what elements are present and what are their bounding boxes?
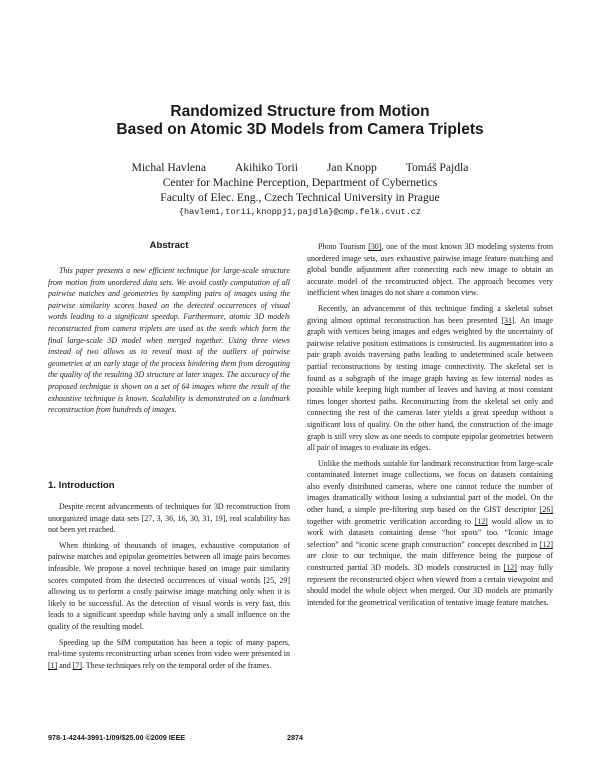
- author-name: Akihiko Torii: [234, 161, 298, 174]
- text-run: Unlike the methods suitable for landmark reconstruction from large-scale contaminated Internet image collections, we focus on datasets containing also evenly distributed cameras, where one cannot reduce the number of images dramatically without losing a substantial part of the model. On the other hand, a simple pre-filtering step based on the GIST descriptor: [307, 458, 553, 515]
- introduction-body: [48, 501, 290, 671]
- abstract-heading: Abstract: [149, 240, 189, 251]
- text-run: , one of the most known 3D modeling systems from unordered image sets, uses exhaustive pairwise image feature matching and global bundle adjustment after connecting each new image to obtain an accurate model of the reconstructed object. The approach becomes very inefficient when images do not share a common view.: [307, 242, 553, 298]
- text-run: . An image graph with vertices being images and edges weighted by the uncertainty of pairwise relative position estimations is constructed. Its augmentation into a pair graph avoids traversing paths leading to undetermined scale between partial reconstructions by testing image connectivity. The skeletal set is found as a subgraph of the image graph having as few internal nodes as possible while keeping high number of leaves and having at most constant times longer shortest paths. Reconstructing from the skeletal set only and connecting the rest of the cameras later yields a great speedup without a significant loss of quality. On the other hand, the construction of the image graph is still very slow as one needs to compute epipolar geometries between all pair of images to evaluate its edges.: [307, 315, 553, 453]
- intro-paragraph-3: [48, 637, 290, 672]
- abstract-body: [48, 265, 290, 416]
- citation-link[interactable]: [30]: [368, 242, 382, 251]
- author-name: Tomáš Pajdla: [405, 161, 469, 174]
- right-paragraph-2: [307, 303, 553, 454]
- citation-link[interactable]: [26]: [539, 505, 553, 515]
- text-run: Photo Tourism: [318, 242, 369, 251]
- author-names: [0, 160, 600, 175]
- affiliation-line-2: Faculty of Elec. Eng., Czech Technical University in Prague: [160, 191, 440, 204]
- text-run: are close to our technique, the main difference being the purpose of constructed partial 3D models. 3D models constructed in: [307, 551, 553, 573]
- citation-link[interactable]: [31]: [501, 315, 515, 325]
- author-block: [0, 160, 600, 220]
- author-name: Michal Havlena: [131, 161, 207, 174]
- affiliation-line-1: Center for Machine Perception, Department of Cybernetics: [162, 176, 438, 189]
- footer-isbn: 978-1-4244-3991-1/09/$25.00 ©2009 IEEE: [48, 733, 186, 742]
- text-run: would allow us to work with datasets containing dense “hot spots” too. “Iconic image selection” and “iconic scene graph construction” concepts described in: [307, 516, 553, 549]
- text-run: Recently, an advancement of this technique finding a skeletal subset giving almost optimal reconstruction has been presented: [307, 303, 553, 325]
- text-run: and: [57, 660, 73, 670]
- page-number: 2874: [287, 733, 303, 742]
- citation-link[interactable]: [1]: [48, 660, 58, 670]
- abstract-text: This paper presents a new efficient technique for large-scale structure from motion from unordered data sets. We avoid costly computation of all pairwise matches and geometries by sampling pairs of images using the pairwise similarity scores based on the detected occurrences of visual words leading to a significant speedup. Furthermore, atomic 3D models reconstructed from camera triplets are used as the seeds which form the final large-scale 3D model when merged together. Using three views instead of two allows us to reveal most of the outliers of pairwise geometries at an early stage of the process hindering them from derogating the quality of the resulting 3D structure at later stages. The accuracy of the proposed technique is shown on a set of 64 images where the result of the exhaustive technique is known. Scalability is demonstrated on a landmark reconstruction from hundreds of images.: [48, 266, 290, 415]
- right-paragraph-3: [307, 458, 553, 609]
- citation-link[interactable]: [12]: [474, 516, 488, 526]
- text-run: may fully represent the reconstructed object when viewed from a certain viewpoint and should model the whole object when merged. Our 3D models are primarily intended for the geometrical verification of tentative image feature matches.: [307, 563, 553, 607]
- author-email: {havlem1,torii,knoppj1,pajdla}@cmp.felk.cvut.cz: [178, 207, 422, 217]
- right-column-body: [307, 241, 553, 608]
- author-name: Jan Knopp: [326, 161, 377, 174]
- text-run: together with geometric verification according to: [307, 516, 475, 526]
- intro-paragraph-2: When thinking of thousands of images, exhaustive computation of pairwise matches and epipolar geometries between all image pairs becomes infeasible. We propose a novel technique based on image pair similarity scores computed from the detected occurrences of visual words [25, 29] allowing us to perform a costly pairwise image matching only when it is likely to be successful. As the detection of visual words is very fast, this leads to a significant speedup while having only a small influence on the quality of the resulting model.: [48, 540, 290, 631]
- right-paragraph-1: [307, 241, 553, 299]
- title-line-1: Randomized Structure from Motion: [170, 103, 430, 120]
- citation-link[interactable]: [12]: [503, 563, 517, 573]
- intro-paragraph-1: Despite recent advancements of techniques for 3D reconstruction from unorganized image data sets [27, 3, 36, 16, 30, 31, 19], real scalability has not been yet reached.: [48, 502, 290, 535]
- citation-link[interactable]: [12]: [539, 539, 553, 549]
- citation-link[interactable]: [7]: [72, 660, 82, 670]
- text-run: . These techniques rely on the temporal order of the frames.: [81, 660, 272, 670]
- title-line-2: Based on Atomic 3D Models from Camera Triplets: [116, 121, 484, 138]
- paper-title: [0, 103, 600, 139]
- text-run: Speeding up the SfM computation has been a topic of many papers, real-time systems reconstructing urban scenes from video were presented in: [48, 637, 290, 659]
- introduction-heading: 1. Introduction: [48, 480, 115, 491]
